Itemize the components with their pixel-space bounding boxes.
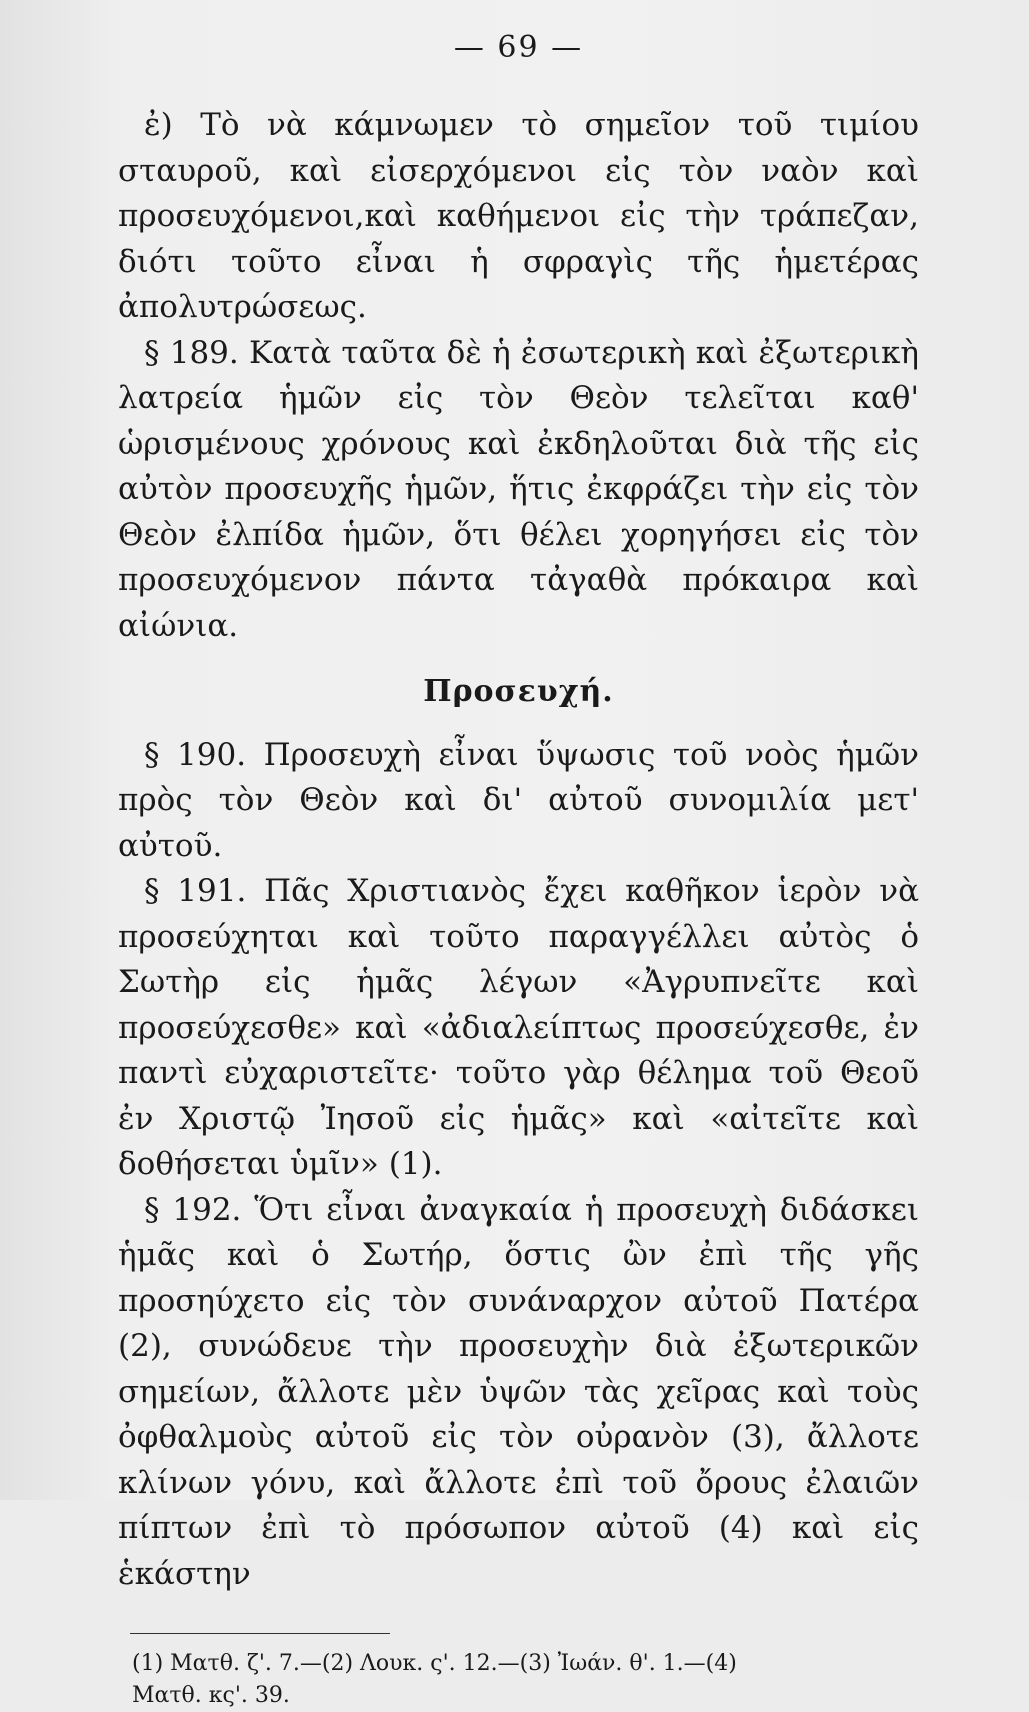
page-number: — 69 — xyxy=(453,30,584,65)
body-text xyxy=(118,103,919,1597)
paragraph-e: ἐ) Τὸ νὰ κάμνωμεν τὸ σημεῖον τοῦ τιμίου σταυροῦ, καὶ εἰσερχόμενοι εἰς τὸν ναὸν καὶ προσευχόμενοι,καὶ καθήμενοι εἰς τὴν τράπεζαν, διότι τοῦτο εἶναι ἡ σφραγὶς τῆς ἡμετέρας ἀπολυτρώσεως. xyxy=(118,107,919,325)
section-title: Προσευχή. xyxy=(423,674,614,709)
paragraph-190: § 190. Προσευχὴ εἶναι ὕψωσις τοῦ νοὸς ἡμῶν πρὸς τὸν Θεὸν καὶ δι' αὐτοῦ συνομιλία μετ' αὐτοῦ. xyxy=(118,736,919,864)
paragraph-192: § 192. Ὅτι εἶναι ἀναγκαία ἡ προσευχὴ διδάσκει ἡμᾶς καὶ ὁ Σωτήρ, ὅστις ὢν ἐπὶ τῆς γῆς προσηύχετο εἰς τὸν συνάναρχον αὐτοῦ Πατέρα (2), συνώδευε τὴν προσευχὴν διὰ ἐξωτερικῶν σημείων, ἄλλοτε μὲν ὑψῶν τὰς χεῖρας καὶ τοὺς ὀφθαλμοὺς αὐτοῦ εἰς τὸν οὐρανὸν (3), ἄλλοτε κλίνων γόνυ, καὶ ἄλλοτε ἐπὶ τοῦ ὄρους ἐλαιῶν πίπτων ἐπὶ τὸ πρόσωπον αὐτοῦ (4) καὶ εἰς ἑκάστην xyxy=(118,1191,919,1592)
paragraph-189: § 189. Κατὰ ταῦτα δὲ ἡ ἐσωτερικὴ καὶ ἐξωτερικὴ λατρεία ἡμῶν εἰς τὸν Θεὸν τελεῖται καθ' ὡρισμένους χρόνους καὶ ἐκδηλοῦται διὰ τῆς εἰς αὐτὸν προσευχῆς ἡμῶν, ἥτις ἐκφράζει τὴν εἰς τὸν Θεὸν ἐλπίδα ἡμῶν, ὅτι θέλει χορηγήσει εἰς τὸν προσευχόμενον πάντα τἀγαθὰ πρόκαιρα καὶ αἰώνια. xyxy=(118,334,919,644)
footnote-divider xyxy=(130,1633,390,1634)
footnote-line-2: Ματθ. κς'. 39. xyxy=(132,1683,290,1708)
paragraph-191: § 191. Πᾶς Χριστιανὸς ἔχει καθῆκον ἱερὸν νὰ προσεύχηται καὶ τοῦτο παραγγέλλει αὐτὸς ὁ Σωτὴρ εἰς ἡμᾶς λέγων «Ἀγρυπνεῖτε καὶ προσεύχεσθε» καὶ «ἀδιαλείπτως προσεύχεσθε, ἐν παντὶ εὐχαριστεῖτε· τοῦτο γὰρ θέλημα τοῦ Θεοῦ ἐν Χριστῷ Ἰησοῦ εἰς ἡμᾶς» καὶ «αἰτεῖτε καὶ δοθήσεται ὑμῖν» (1). xyxy=(118,873,919,1182)
footnote-line-1: (1) Ματθ. ζ'. 7.—(2) Λουκ. ς'. 12.—(3) Ἰωάν. θ'. 1.—(4) xyxy=(132,1651,737,1676)
footnotes xyxy=(118,1648,919,1712)
